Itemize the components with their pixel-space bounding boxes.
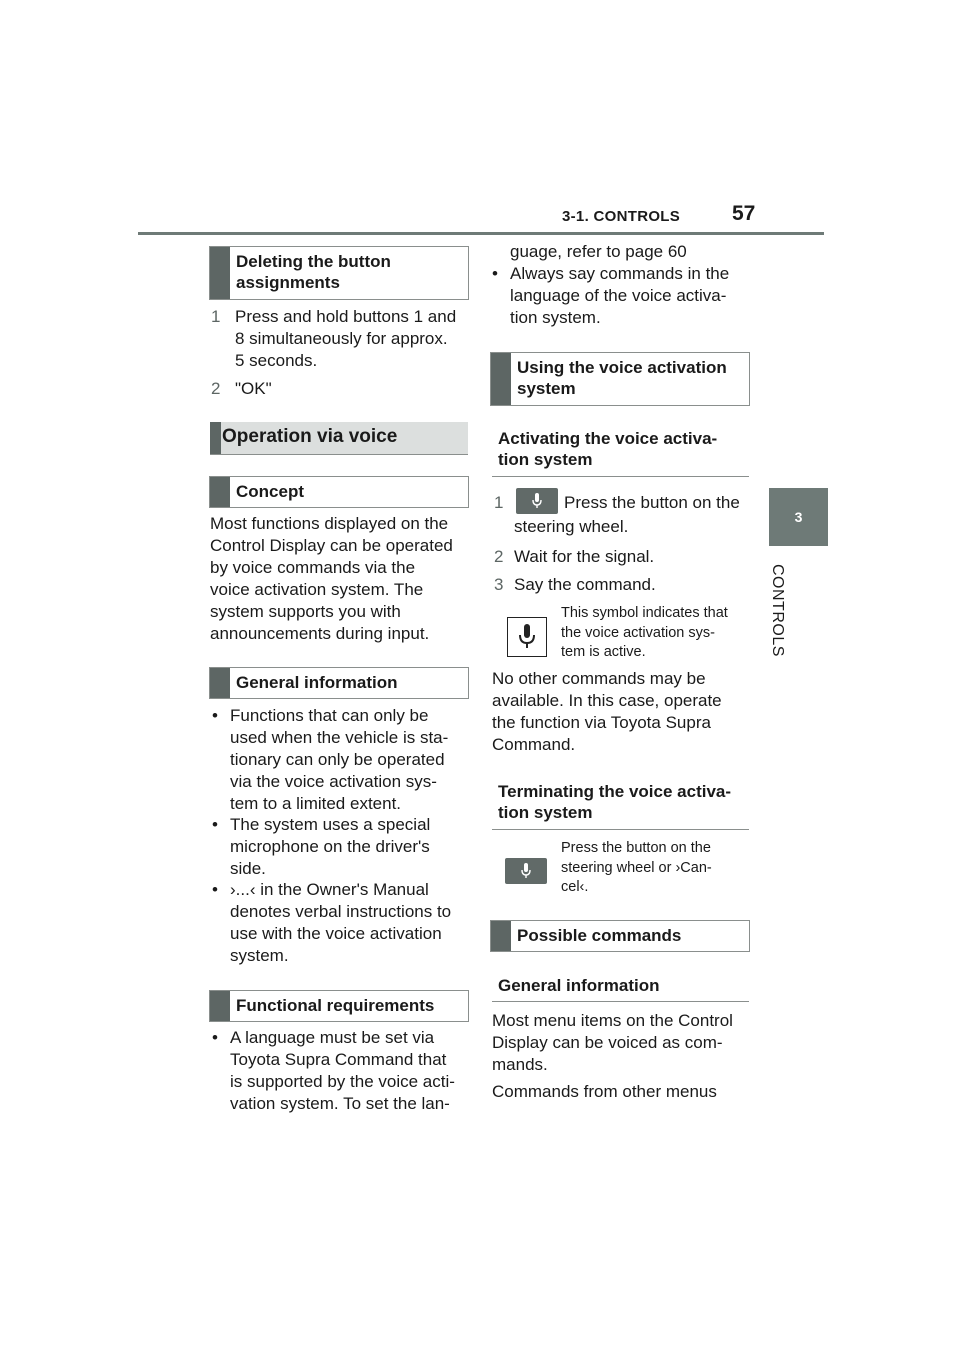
- concept-heading: Concept: [209, 476, 469, 508]
- microphone-button-icon-2: [505, 858, 547, 884]
- general-bullet-1: • Functions that can only be used when the vehicle is sta- tionary can only be operated via the voice activation sys- tem to a limited extent.: [212, 706, 449, 813]
- deleting-heading: Deleting the button assignments: [209, 246, 469, 300]
- activating-step-1: 1 Press the button on the steering wheel.: [494, 492, 754, 536]
- general-info-heading: General information: [209, 667, 469, 699]
- microphone-symbol-icon: [507, 617, 547, 657]
- step-1-text: Press the button on the: [564, 493, 740, 512]
- activating-step-2: 2 Wait for the signal.: [494, 547, 655, 566]
- functional-heading: Functional requirements: [209, 990, 469, 1022]
- page-number: 57: [732, 202, 756, 225]
- header-rule: [138, 232, 824, 235]
- general-info-heading-2: General information: [492, 975, 749, 1002]
- possible-commands-heading: Possible commands: [490, 920, 750, 952]
- deleting-step-2: 2 "OK": [211, 379, 272, 398]
- using-voice-heading: Using the voice activation system: [490, 352, 750, 406]
- continued-line: guage, refer to page 60: [510, 242, 687, 261]
- symbol-note: This symbol indicates that the voice activation sys- tem is active.: [561, 605, 728, 660]
- step-1-text-cont: steering wheel.: [514, 517, 629, 536]
- terminating-heading: Terminating the voice activa- tion system: [492, 781, 749, 830]
- chapter-tab: [769, 488, 828, 546]
- chapter-label: [762, 564, 792, 694]
- general-bullet-2: • The system uses a special microphone on the driver's side.: [212, 815, 431, 878]
- activating-heading: Activating the voice activa- tion system: [492, 428, 749, 477]
- functional-bullet: • A language must be set via Toyota Supra Command that is supported by the voice acti- vation system. To set the lan-: [212, 1028, 455, 1113]
- microphone-button-icon: [516, 488, 558, 514]
- activating-step-3: 3 Say the command.: [494, 575, 656, 594]
- section-title: 3-1. CONTROLS: [562, 208, 681, 225]
- concept-text: Most functions displayed on the Control Display can be operated by voice commands via the voice activation system. The system supports you with announcements during input.: [210, 514, 453, 643]
- no-other-commands-text: No other commands may be available. In this case, operate the function via Toyota Supra Command.: [492, 669, 722, 754]
- menu-items-text: Most menu items on the Control Display can be voiced as com- mands.: [492, 1011, 733, 1074]
- deleting-step-1: 1 Press and hold buttons 1 and 8 simultaneously for approx. 5 seconds.: [211, 307, 457, 370]
- terminating-note: Press the button on the steering wheel or ›Can- cel‹.: [561, 840, 712, 895]
- chapter-number: 3: [794, 509, 803, 525]
- operation-via-voice-heading: Operation via voice: [210, 422, 468, 455]
- commands-language-bullet: • Always say commands in the language of the voice activa- tion system.: [492, 264, 730, 327]
- chapter-label-text: CONTROLS: [769, 564, 786, 657]
- commands-other-menus-text: Commands from other menus: [492, 1082, 717, 1101]
- general-bullet-3: • ›...‹ in the Owner's Manual denotes verbal instructions to use with the voice activation system.: [212, 880, 452, 965]
